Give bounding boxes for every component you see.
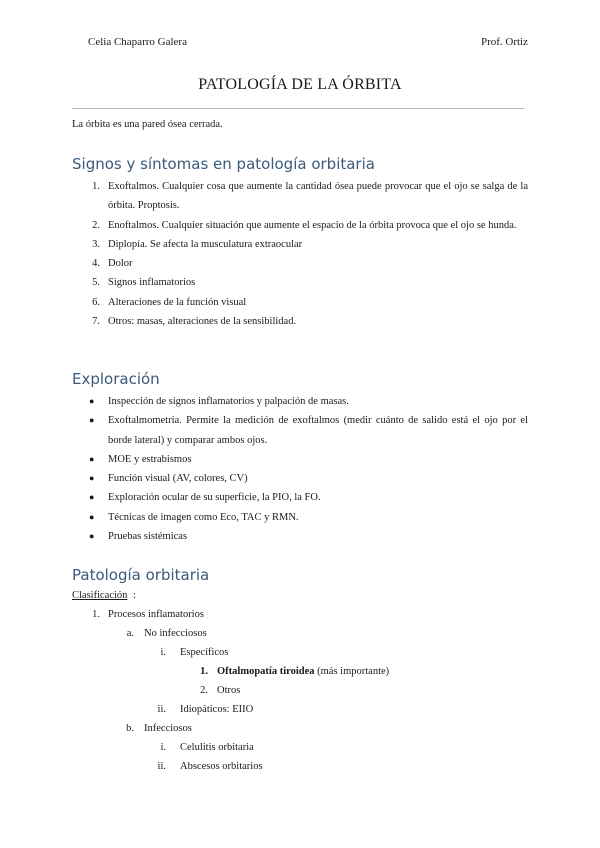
list-item	[72, 450, 528, 469]
list-item	[72, 312, 528, 331]
bullet-icon: ●	[89, 492, 95, 503]
list-marker: i.	[160, 742, 166, 753]
list-item-text: Abscesos orbitarios	[180, 761, 263, 772]
list-item-text: Infecciosos	[144, 723, 192, 734]
list-item-text: Exploración ocular de su superficie, la PIO, la FO.	[108, 492, 321, 504]
list-item-text: No infecciosos	[144, 628, 207, 639]
patologia-heading: Patología orbitaria	[72, 566, 210, 584]
list-item	[72, 411, 528, 450]
list-item-text: Procesos inflamatorios	[108, 609, 204, 620]
list-marker: 7.	[92, 316, 100, 328]
title-divider	[72, 108, 524, 109]
signos-list	[72, 177, 528, 331]
list-item	[72, 469, 528, 488]
list-marker: 1.	[92, 609, 100, 620]
list-item-text: (más importante)	[314, 666, 390, 677]
list-item	[72, 216, 528, 235]
list-marker: 1.	[200, 666, 208, 677]
bullet-icon: ●	[89, 531, 95, 542]
list-item	[72, 273, 528, 292]
list-marker: ii.	[157, 704, 166, 715]
clasificacion-colon: :	[133, 590, 136, 601]
list-item-text: Celulitis orbitaria	[180, 742, 254, 753]
list-item	[72, 254, 528, 273]
list-item-text: Dolor	[108, 258, 133, 270]
list-item-text: Exoftalmos. Cualquier cosa que aumente la cantidad ósea puede provocar que el ojo se salga de la órbita. Proptosis.	[108, 181, 528, 212]
list-item	[72, 508, 528, 527]
list-marker: 2.	[200, 685, 208, 696]
intro-paragraph: La órbita es una pared ósea cerrada.	[72, 119, 223, 130]
list-item-text: Diplopía. Se afecta la musculatura extraocular	[108, 238, 303, 250]
list-marker: 1.	[92, 181, 100, 192]
bullet-icon: ●	[89, 396, 95, 406]
list-item	[72, 488, 528, 507]
list-item-text: Idiopáticos: EIIO	[180, 704, 254, 715]
list-item-text: Pruebas sistémicas	[108, 531, 188, 543]
list-item-text: Enoftalmos. Cualquier situación que aumente el espacio de la órbita provoca que el ojo se hunda.	[108, 219, 517, 231]
list-item-text: Exoftalmometría. Permite la medición de exoftalmos (medir cuánto de salido está el ojo por el borde lateral) y comparar ambos ojos.	[108, 415, 528, 446]
list-item	[72, 392, 528, 411]
bullet-icon: ●	[89, 511, 95, 522]
list-item-text: Signos inflamatorios	[108, 277, 196, 289]
list-marker: 3.	[92, 238, 100, 250]
list-item-text: Alteraciones de la función visual	[108, 296, 247, 308]
list-item-text: Técnicas de imagen como Eco, TAC y RMN.	[108, 511, 299, 523]
signos-heading: Signos y síntomas en patología orbitaria	[72, 155, 375, 173]
list-marker: 6.	[92, 296, 100, 308]
list-marker: 5.	[92, 277, 100, 289]
list-item-text: Función visual (AV, colores, CV)	[108, 473, 248, 485]
list-item-text: Inspección de signos inflamatorios y palpación de masas.	[108, 396, 349, 407]
list-item-strong: Oftalmopatía tiroidea	[217, 666, 315, 677]
list-item-text: Otros: masas, alteraciones de la sensibilidad.	[108, 316, 297, 328]
list-item-text: Otros	[217, 685, 241, 696]
page-title: PATOLOGÍA DE LA ÓRBITA	[198, 76, 402, 93]
list-item	[72, 235, 528, 254]
bullet-icon: ●	[89, 453, 95, 464]
list-marker: a.	[126, 628, 134, 639]
list-item-text: Específicos	[180, 647, 229, 658]
list-item-text: MOE y estrabismos	[108, 453, 192, 465]
list-marker: i.	[160, 647, 166, 658]
exploracion-heading: Exploración	[72, 370, 160, 388]
list-item	[72, 177, 528, 216]
exploracion-list	[72, 392, 528, 546]
list-item	[72, 293, 528, 312]
bullet-icon: ●	[89, 473, 95, 484]
list-marker: b.	[126, 723, 134, 734]
clasificacion-text: Clasificación	[72, 590, 128, 601]
list-item	[72, 527, 528, 546]
header-author: Celia Chaparro Galera	[88, 36, 187, 48]
list-marker: 4.	[92, 258, 100, 270]
list-marker: 2.	[92, 219, 100, 231]
bullet-icon: ●	[89, 415, 95, 426]
list-marker: ii.	[157, 761, 166, 772]
header-professor: Prof. Ortiz	[480, 36, 528, 48]
